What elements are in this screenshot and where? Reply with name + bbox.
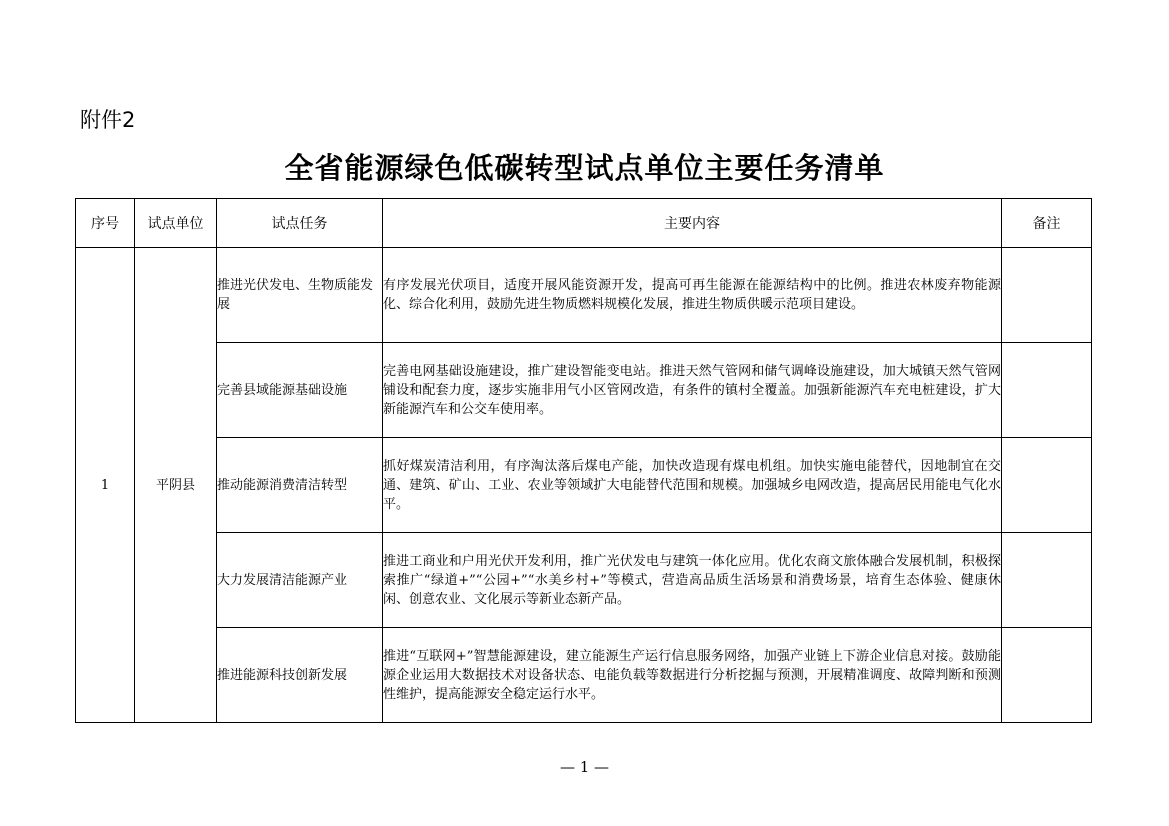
task-cell: 推动能源消费清洁转型	[217, 438, 383, 533]
column-header-note: 备注	[1002, 199, 1092, 248]
task-table	[75, 198, 1092, 723]
content-cell: 抓好煤炭清洁利用，有序淘汰落后煤电产能，加快改造现有煤电机组。加快实施电能替代，因地制宜在交通、建筑、矿山、工业、农业等领域扩大电能替代范围和规模。加强城乡电网改造，提高居民用能电气化水平。	[383, 438, 1002, 533]
column-header-task: 试点任务	[217, 199, 383, 248]
content-cell: 推进工商业和户用光伏开发利用，推广光伏发电与建筑一体化应用。优化农商文旅体融合发展机制，积极探索推广“绿道+”“公园+”“水美乡村+”等模式，营造高品质生活场景和消费场景，培育生态体验、健康休闲、创意农业、文化展示等新业态新产品。	[383, 533, 1002, 628]
task-cell: 完善县域能源基础设施	[217, 343, 383, 438]
table-row	[76, 248, 1092, 343]
table-row	[76, 438, 1092, 533]
column-header-unit: 试点单位	[135, 199, 217, 248]
table-row	[76, 343, 1092, 438]
seq-cell: 1	[76, 248, 135, 723]
content-cell: 有序发展光伏项目，适度开展风能资源开发，提高可再生能源在能源结构中的比例。推进农林废弃物能源化、综合化利用，鼓励先进生物质燃料规模化发展，推进生物质供暖示范项目建设。	[383, 248, 1002, 343]
column-header-seq: 序号	[76, 199, 135, 248]
task-cell: 大力发展清洁能源产业	[217, 533, 383, 628]
note-cell	[1002, 248, 1092, 343]
table-row	[76, 628, 1092, 723]
note-cell	[1002, 438, 1092, 533]
note-cell	[1002, 628, 1092, 723]
content-cell: 完善电网基础设施建设，推广建设智能变电站。推进天然气管网和储气调峰设施建设，加大城镇天然气管网铺设和配套力度，逐步实施非用气小区管网改造，有条件的镇村全覆盖。加强新能源汽车充电桩建设，扩大新能源汽车和公交车使用率。	[383, 343, 1002, 438]
column-header-content: 主要内容	[383, 199, 1002, 248]
task-cell: 推进能源科技创新发展	[217, 628, 383, 723]
page-number: — 1 —	[559, 758, 610, 776]
note-cell	[1002, 533, 1092, 628]
unit-cell: 平阴县	[135, 248, 217, 723]
table-header-row	[76, 199, 1092, 248]
attachment-label: 附件2	[80, 108, 136, 132]
content-cell: 推进“互联网+”智慧能源建设，建立能源生产运行信息服务网络，加强产业链上下游企业信息对接。鼓励能源企业运用大数据技术对设备状态、电能负载等数据进行分析挖掘与预测，开展精准调度、故障判断和预测性维护，提高能源安全稳定运行水平。	[383, 628, 1002, 723]
task-cell: 推进光伏发电、生物质能发展	[217, 248, 383, 343]
table-row	[76, 533, 1092, 628]
note-cell	[1002, 343, 1092, 438]
document-title: 全省能源绿色低碳转型试点单位主要任务清单	[284, 151, 885, 185]
